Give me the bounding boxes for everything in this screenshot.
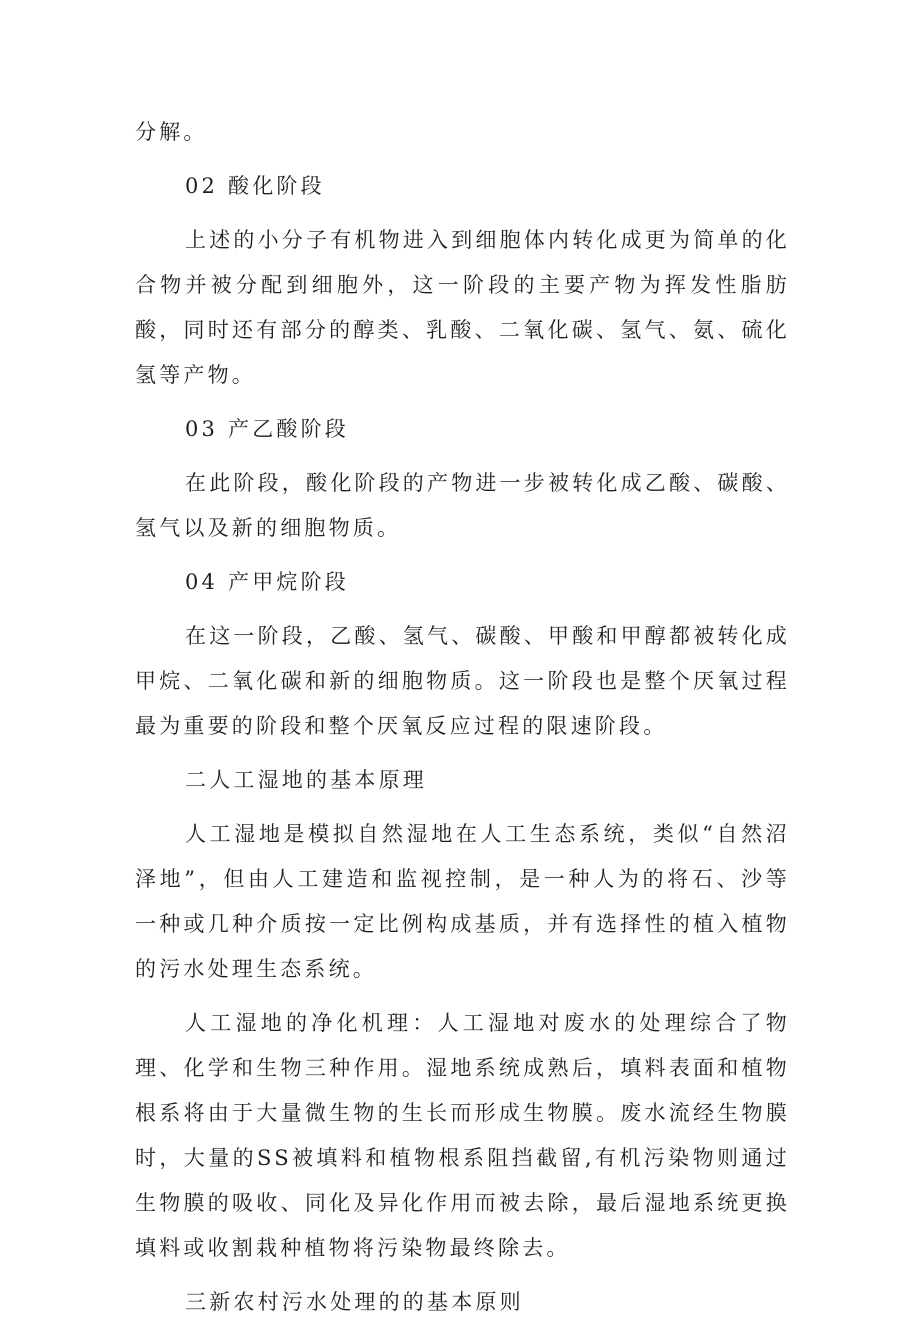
heading-acetogenic-stage: 03 产乙酸阶段 [185, 417, 349, 441]
heading-rural-sewage-principles: 三新农村污水处理的的基本原则 [185, 1290, 524, 1314]
paragraph-methanogenic: 在这一阶段，乙酸、氢气、碳酸、甲酸和甲醇都被转化成甲烷、二氧化碳和新的细胞物质。这一阶段也是整个厌氧过程最为重要的阶段和整个厌氧反应过程的限速阶段。 [135, 624, 790, 738]
paragraph-wetland-definition: 人工湿地是模拟自然湿地在人工生态系统，类似“自然沼泽地”，但由人工建造和监视控制，是一种人为的将石、沙等一种或几种介质按一定比例构成基质，并有选择性的植入植物的污水处理生态系统。 [135, 822, 790, 981]
paragraph-acetogenic: 在此阶段，酸化阶段的产物进一步被转化成乙酸、碳酸、氢气以及新的细胞物质。 [135, 471, 790, 540]
paragraph-continuation: 分解。 [135, 120, 208, 144]
heading-methanogenic-stage: 04 产甲烷阶段 [185, 570, 349, 594]
paragraph-wetland-mechanism: 人工湿地的净化机理：人工湿地对废水的处理综合了物理、化学和生物三种作用。湿地系统成熟后，填料表面和植物根系将由于大量微生物的生长而形成生物膜。废水流经生物膜时，大量的SS被填料和植物根系阻挡截留,有机污染物则通过生物膜的吸收、同化及异化作用而被去除，最后湿地系统更换填料或收割栽种植物将污染物最终除去。 [135, 1011, 790, 1260]
document-body [135, 110, 790, 1334]
heading-acidification-stage: 02 酸化阶段 [185, 174, 325, 198]
paragraph-acidification: 上述的小分子有机物进入到细胞体内转化成更为简单的化合物并被分配到细胞外，这一阶段的主要产物为挥发性脂肪酸，同时还有部分的醇类、乳酸、二氧化碳、氢气、氨、硫化氢等产物。 [135, 228, 790, 387]
heading-constructed-wetland: 二人工湿地的基本原理 [185, 768, 427, 792]
